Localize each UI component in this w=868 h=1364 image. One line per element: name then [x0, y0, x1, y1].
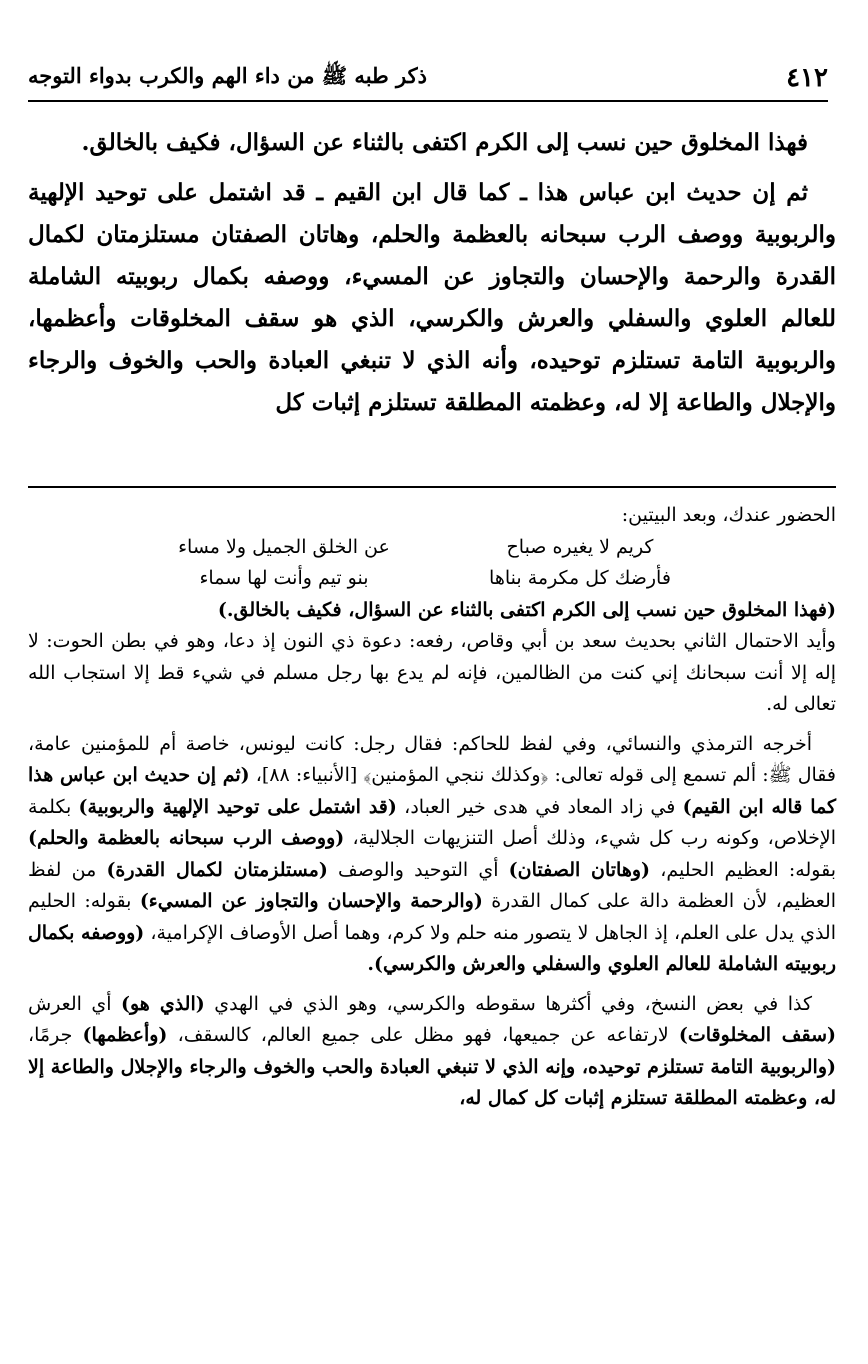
quoted-text: (ووصف الرب سبحانه بالعظمة والحلم): [28, 827, 345, 849]
verse-hemistich: عن الخلق الجميل ولا مساء: [178, 535, 390, 558]
quoted-text: (ثم إن حديث ابن عباس هذا كما قاله ابن القيم): [28, 764, 837, 818]
commentary-intro: الحضور عندك، وبعد البيتين:: [621, 504, 836, 526]
quoted-text: (والربوبية التامة تستلزم توحيده، وإنه الذي لا تنبغي العبادة والحب والخوف والرجاء والإجلال والطاعة إلا له، وعظمته المطلقة تستلزم إثبات كل كمال له،: [28, 1055, 836, 1109]
poem-verse: [28, 532, 836, 564]
quoted-text: (فهذا المخلوق حين نسب إلى الكرم اكتفى بالثناء عن السؤال، فكيف بالخالق.): [217, 598, 836, 621]
verse-hemistich: فأرضك كل مكرمة بناها: [489, 567, 671, 589]
commentary-text: بقوله: العظيم الحليم،: [650, 858, 837, 881]
commentary-text: أي العرش: [28, 992, 121, 1015]
commentary-text: لارتفاعه عن جميعها، فهو مظل على جميع العالم، كالسقف،: [167, 1024, 679, 1046]
quoted-text: (قد اشتمل على توحيد الإلهية والربوبية): [78, 795, 397, 818]
commentary-text: من لفظ العظيم، لأن العظمة دالة على كمال القدرة: [28, 858, 837, 912]
quoted-text: (سقف المخلوقات): [678, 1024, 836, 1046]
commentary-text: كذا في بعض النسخ، وفي أكثرها سقوطه والكرسي، وهو الذي في الهدي: [204, 992, 813, 1015]
section-divider: [28, 486, 836, 488]
quoted-text: (ووصفه بكمال ربوبيته الشاملة للعالم العلوي والسفلي والعرش والكرسي).: [28, 921, 836, 975]
quoted-text: (والرحمة والإحسان والتجاوز عن المسيء): [139, 890, 483, 912]
poem-verse: [28, 563, 836, 595]
commentary-text: أخرجه الترمذي والنسائي، وفي لفظ للحاكم: فقال رجل: كانت ليونس، خاصة أم للمؤمنين عامة، فقال ﷺ: ألم تسمع إلى قوله تعالى: ﴿وكذلك ننجي المؤمنين﴾ [الأنبياء: ٨٨]،: [28, 732, 836, 786]
quoted-text: (وأعظمها): [82, 1024, 168, 1046]
commentary-text: أي التوحيد والوصف: [327, 858, 509, 881]
running-title: ذكر طبه ﷺ من داء الهم والكرب بدواء التوجه: [28, 62, 427, 88]
main-text: [28, 122, 836, 432]
commentary-paragraph: [28, 729, 836, 981]
commentary-text: جرمًا،: [28, 1024, 83, 1046]
commentary: [28, 500, 836, 1115]
commentary-text: بقوله: الحليم الذي يدل على العلم، إذ الجاهل لا يتصور منه حلم ولا كرم، وهما أصل الأوصاف الإكرامية،: [28, 890, 837, 944]
page-number: ٤١٢: [786, 63, 828, 93]
commentary-text: بكلمة الإخلاص، وكونه رب كل شيء، وذلك أصل التنزيهات الجلالية،: [28, 795, 836, 849]
verse-hemistich: كريم لا يغيره صباح: [506, 535, 654, 558]
quoted-text: (وهاتان الصفتان): [508, 858, 651, 881]
main-paragraph: ثم إن حديث ابن عباس هذا ـ كما قال ابن القيم ـ قد اشتمل على توحيد الإلهية والربوبية ووصف الرب سبحانه بالعظمة والحلم، وهاتان الصفتان مستلزمتان لكمال القدرة والرحمة والإحسان والتجاوز عن المسيء، ووصفه بكمال ربوبيته الشاملة للعالم العلوي والسفلي والعرش والكرسي، الذي هو سقف المخلوقات وأعظمها، والربوبية التامة تستلزم توحيده، وأنه الذي لا تنبغي العبادة والحب والخوف والرجاء والإجلال والطاعة إلا له، وعظمته المطلقة تستلزم إثبات كل: [28, 179, 836, 416]
page-header: [28, 56, 828, 102]
commentary-text: في زاد المعاد في هدى خير العباد،: [396, 795, 683, 818]
verse-hemistich: بنو تيم وأنت لها سماء: [199, 567, 369, 589]
main-paragraph: فهذا المخلوق حين نسب إلى الكرم اكتفى بالثناء عن السؤال، فكيف بالخالق.: [81, 129, 808, 156]
quoted-text: (الذي هو): [120, 992, 205, 1015]
quoted-text: (مستلزمتان لكمال القدرة): [106, 858, 328, 881]
commentary-quote: [28, 595, 836, 627]
commentary-paragraph: [28, 989, 836, 1115]
commentary-paragraph: وأيد الاحتمال الثاني بحديث سعد بن أبي وقاص، رفعه: دعوة ذي النون إذ دعا، وهو في بطن الحوت: لا إله إلا أنت سبحانك إني كنت من الظالمين، فإنه لم يدع بها رجل مسلم في شيء قط إلا استجاب الله تعالى له.: [28, 630, 836, 715]
